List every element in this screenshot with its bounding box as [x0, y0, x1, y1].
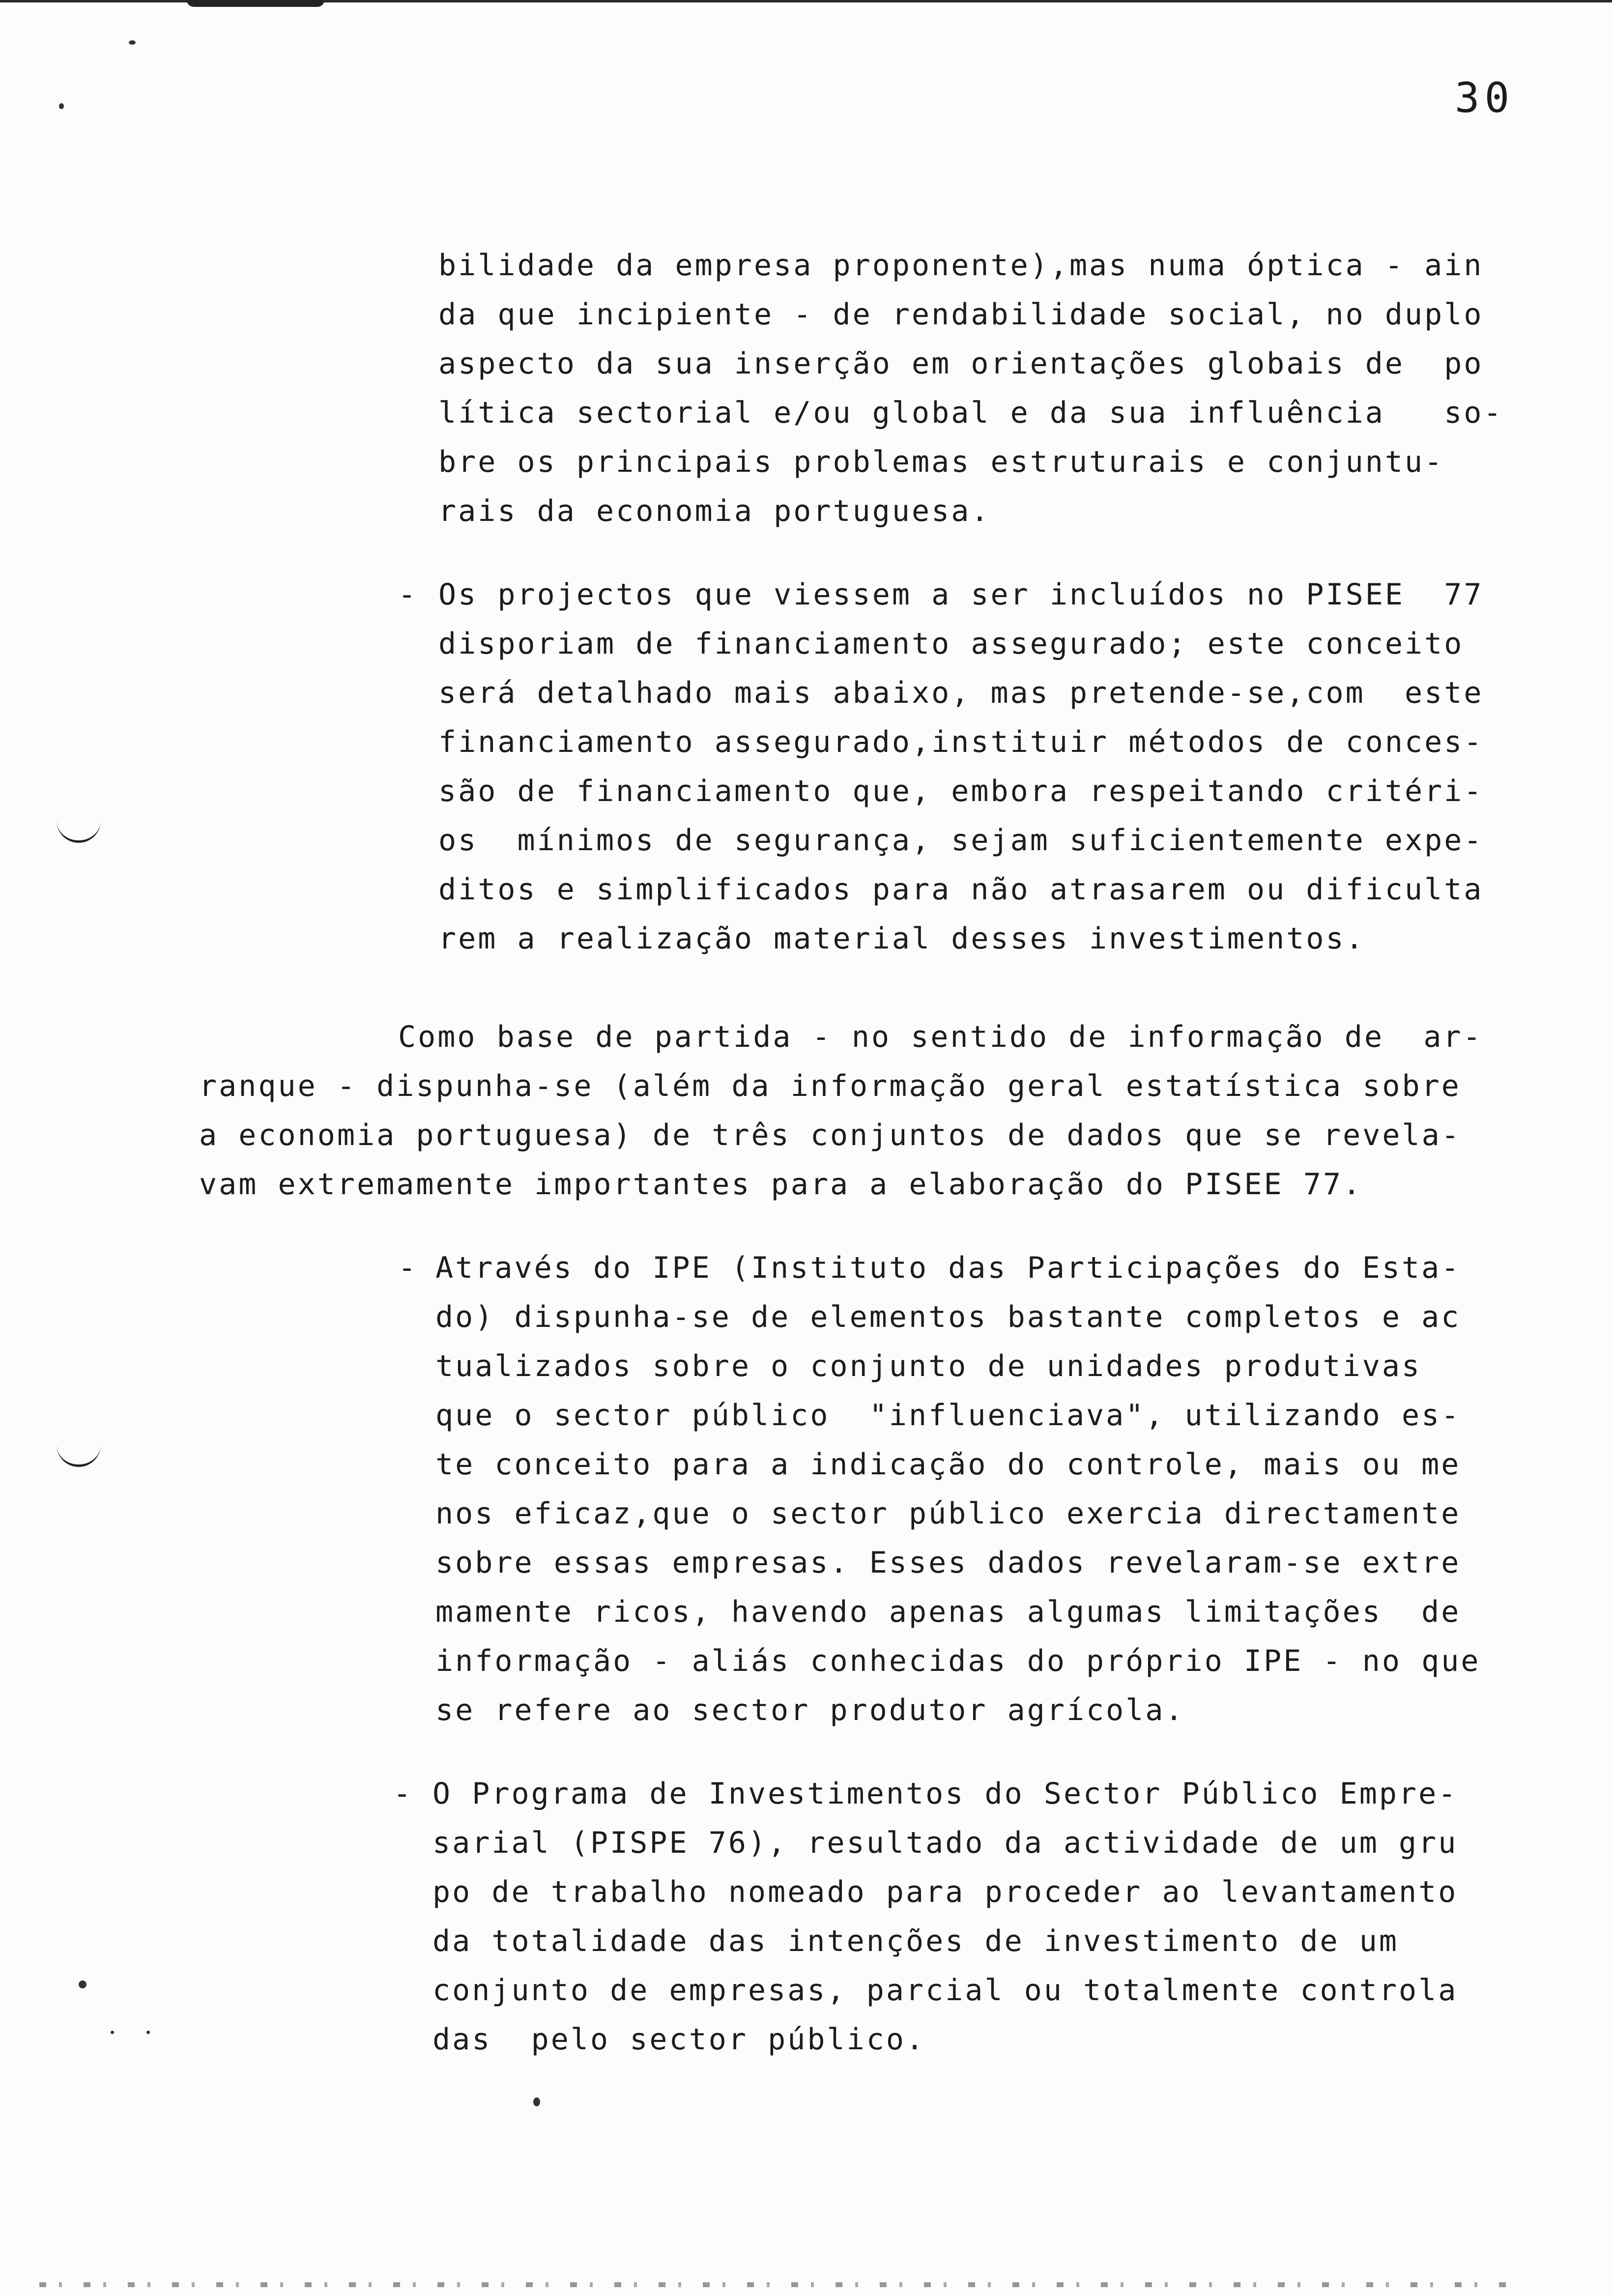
- text-line: que o sector público "influenciava", utilizando es-: [435, 1398, 1461, 1433]
- text-line: lítica sectorial e/ou global e da sua influência so-: [438, 396, 1503, 430]
- page-number: 30: [1455, 74, 1515, 122]
- text-line: da totalidade das intenções de investimento de um: [432, 1924, 1399, 1958]
- text-line: nos eficaz,que o sector público exercia directamente: [435, 1496, 1461, 1531]
- scan-speck: [533, 2097, 540, 2106]
- text-line: bilidade da empresa proponente),mas numa óptica - ain: [438, 248, 1484, 283]
- binding-hole-mark: [57, 821, 101, 843]
- text-line: O Programa de Investimentos do Sector Público Empre-: [432, 1777, 1458, 1811]
- text-line: te conceito para a indicação do controle, mais ou me: [435, 1447, 1461, 1482]
- text-line: se refere ao sector produtor agrícola.: [435, 1693, 1185, 1727]
- text-line: bre os principais problemas estruturais e conjuntu-: [438, 445, 1444, 479]
- text-line: rais da economia portuguesa.: [438, 494, 991, 528]
- text-line: Como base de partida - no sentido de informação de ar-: [398, 1020, 1483, 1054]
- text-line: são de financiamento que, embora respeitando critéri-: [438, 774, 1484, 808]
- scan-speck: [79, 1980, 86, 1988]
- text-line: Os projectos que viessem a ser incluídos no PISEE 77: [438, 577, 1484, 612]
- binding-hole-mark: [57, 1445, 101, 1467]
- text-line: conjunto de empresas, parcial ou totalmente controla: [432, 1973, 1458, 2008]
- text-line: sobre essas empresas. Esses dados revelaram-se extre: [435, 1546, 1461, 1580]
- text-line: a economia portuguesa) de três conjuntos de dados que se revela-: [199, 1118, 1461, 1152]
- text-line: po de trabalho nomeado para proceder ao levantamento: [432, 1875, 1458, 1909]
- text-line: tualizados sobre o conjunto de unidades produtivas: [435, 1349, 1422, 1383]
- scan-speck: [146, 2031, 150, 2034]
- text-line: vam extremamente importantes para a elaboração do PISEE 77.: [199, 1167, 1363, 1202]
- text-line: das pelo sector público.: [432, 2022, 926, 2057]
- text-line: rem a realização material desses investimentos.: [438, 921, 1365, 956]
- bottom-edge-noise: [39, 2282, 1514, 2287]
- top-edge-mark: [187, 0, 324, 7]
- text-line: disporiam de financiamento assegurado; este conceito: [438, 627, 1464, 661]
- text-line: financiamento assegurado,instituir métodos de conces-: [438, 725, 1484, 759]
- text-line: aspecto da sua inserção em orientações globais de po: [438, 346, 1484, 381]
- scan-speck: [129, 40, 136, 45]
- text-line: sarial (PISPE 76), resultado da actividade de um gru: [432, 1826, 1458, 1860]
- text-line: ranque - dispunha-se (além da informação geral estatística sobre: [199, 1069, 1461, 1103]
- text-line: Através do IPE (Instituto das Participações do Esta-: [435, 1251, 1461, 1285]
- text-line: mamente ricos, havendo apenas algumas limitações de: [435, 1595, 1461, 1629]
- bullet-dash: -: [393, 1777, 411, 1811]
- text-line: da que incipiente - de rendabilidade social, no duplo: [438, 297, 1484, 332]
- text-line: do) dispunha-se de elementos bastante completos e ac: [435, 1300, 1461, 1334]
- bullet-dash: -: [398, 577, 416, 612]
- text-line: os mínimos de segurança, sejam suficientemente expe-: [438, 823, 1484, 858]
- text-line: ditos e simplificados para não atrasarem ou dificulta: [438, 872, 1484, 907]
- bullet-dash: -: [398, 1251, 416, 1285]
- text-line: será detalhado mais abaixo, mas pretende-se,com este: [438, 676, 1484, 710]
- text-line: informação - aliás conhecidas do próprio IPE - no que: [435, 1644, 1481, 1678]
- scan-speck: [111, 2031, 114, 2034]
- scan-speck: [59, 103, 64, 109]
